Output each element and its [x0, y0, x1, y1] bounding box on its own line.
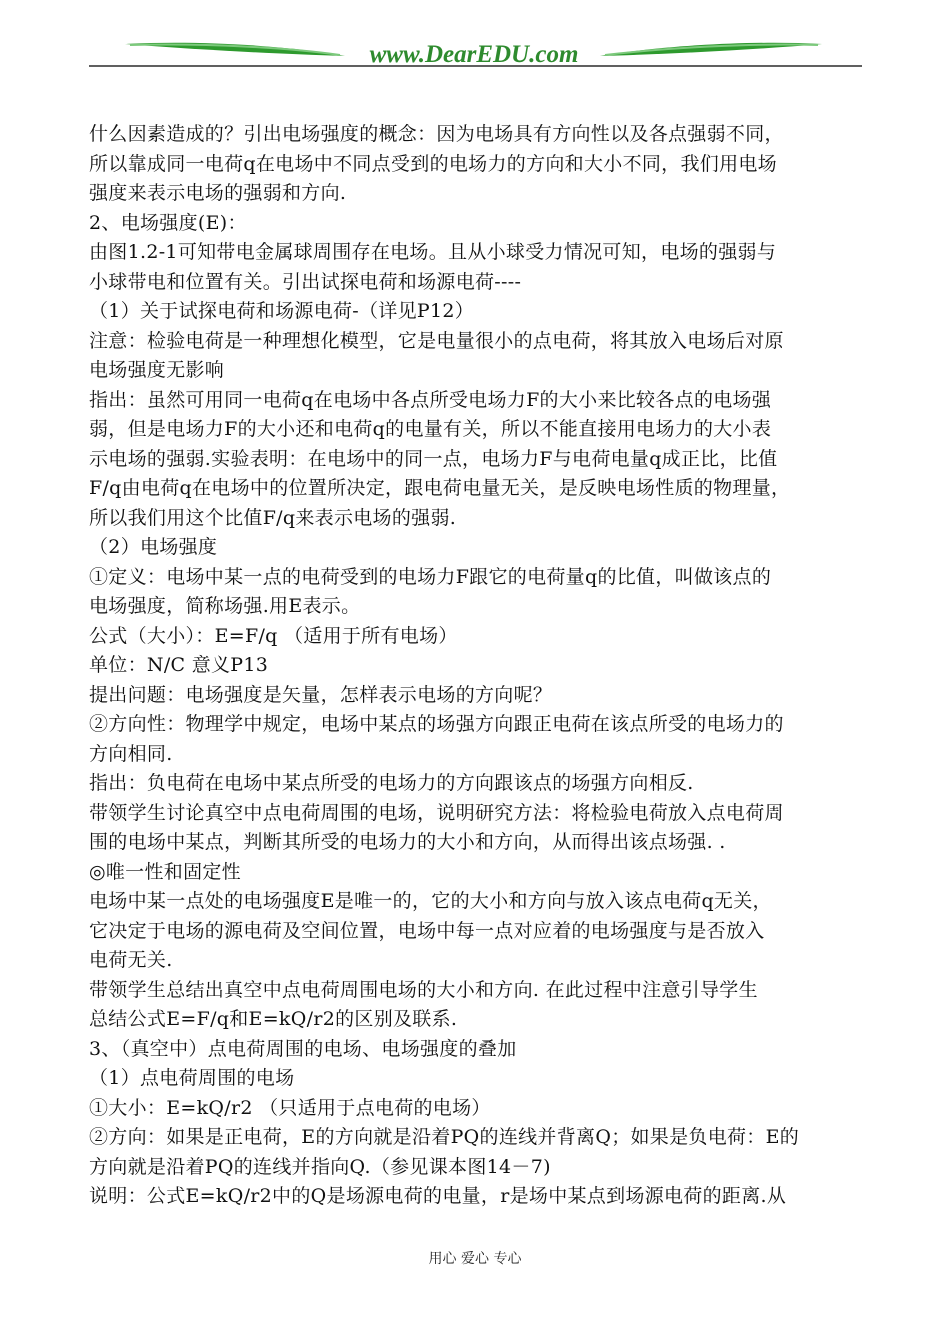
- text-line: （2）电场强度: [89, 536, 218, 558]
- text-line: 电场强度无影响: [89, 359, 225, 381]
- text-line: ①大小：E=kQ/r2 （只适用于点电荷的电场）: [89, 1096, 491, 1119]
- text-line: 注意：检验电荷是一种理想化模型，它是电量很小的点电荷，将其放入电场后对原: [89, 329, 784, 352]
- text-line: 指出：负电荷在电场中某点所受的电场力的方向跟该点的场强方向相反.: [89, 772, 694, 794]
- text-line: 单位：N/C 意义P13: [89, 654, 269, 676]
- text-line: 提出问题：电场强度是矢量，怎样表示电场的方向呢？: [89, 683, 553, 706]
- text-line: 方向相同.: [89, 742, 173, 765]
- header-banner: [0, 0, 950, 80]
- text-line: 总结公式E=F/q和E=kQ/r2的区别及联系.: [89, 1008, 458, 1030]
- text-line: 由图1.2-1可知带电金属球周围存在电场。且从小球受力情况可知，电场的强弱与: [89, 241, 777, 263]
- text-line: 带领学生总结出真空中点电荷周围电场的大小和方向. 在此过程中注意引导学生: [89, 978, 758, 1001]
- text-line: 强度来表示电场的强弱和方向.: [89, 182, 347, 204]
- text-line: F/q由电荷q在电场中的位置所决定，跟电荷电量无关，是反映电场性质的物理量，: [89, 477, 791, 499]
- text-line: 电场中某一点处的电场强度E是唯一的，它的大小和方向与放入该点电荷q无关，: [89, 890, 772, 912]
- text-line: 什么因素造成的？引出电场强度的概念：因为电场具有方向性以及各点强弱不同，: [89, 123, 784, 145]
- text-line: 2、电场强度(E)：: [89, 211, 247, 234]
- text-line: 它决定于电场的源电荷及空间位置，电场中每一点对应着的电场强度与是否放入: [89, 919, 765, 942]
- text-line: （1）点电荷周围的电场: [89, 1067, 295, 1089]
- document-body: [89, 120, 869, 1212]
- logo-text: www.DearEDU.com: [369, 41, 579, 68]
- text-line: 围的电场中某点，判断其所受的电场力的大小和方向，从而得出该点场强. .: [89, 831, 726, 853]
- text-line: 带领学生讨论真空中点电荷周围的电场，说明研究方法：将检验电荷放入点电荷周: [89, 801, 784, 824]
- text-line: 弱，但是电场力F的大小还和电荷q的电量有关，所以不能直接用电场力的大小表: [89, 418, 772, 440]
- page-header: [0, 0, 950, 80]
- text-line: 指出：虽然可用同一电荷q在电场中各点所受电场力F的大小来比较各点的电场强: [89, 388, 772, 411]
- text-line: 小球带电和位置有关。引出试探电荷和场源电荷----: [89, 270, 522, 293]
- text-line: 电荷无关.: [89, 949, 173, 971]
- text-line: ②方向性：物理学中规定，电场中某点的场强方向跟正电荷在该点所受的电场力的: [89, 713, 784, 735]
- text-line: ◎唯一性和固定性: [89, 860, 241, 883]
- text-line: 所以靠成同一电荷q在电场中不同点受到的电场力的方向和大小不同，我们用电场: [89, 152, 777, 175]
- text-line: ①定义：电场中某一点的电荷受到的电场力F跟它的电荷量q的比值，叫做该点的: [89, 565, 772, 588]
- text-line: 所以我们用这个比值F/q来表示电场的强弱.: [89, 506, 457, 529]
- text-line: 说明：公式E=kQ/r2中的Q是场源电荷的电量，r是场中某点到场源电荷的距离.从: [89, 1185, 787, 1207]
- text-line: 公式（大小）：E=F/q （适用于所有电场）: [89, 624, 458, 647]
- page-footer: 用心 爱心 专心: [428, 1251, 522, 1267]
- text-line: 方向就是沿着PQ的连线并指向Q.（参见课本图14－7): [89, 1155, 551, 1178]
- text-line: 电场强度，简称场强.用E表示。: [89, 595, 361, 617]
- text-line: 3、（真空中）点电荷周围的电场、电场强度的叠加: [89, 1037, 517, 1060]
- text-line: 示电场的强弱.实验表明：在电场中的同一点，电场力F与电荷电量q成正比，比值: [89, 447, 778, 470]
- text-line: ②方向：如果是正电荷，E的方向就是沿着PQ的连线并背离Q；如果是负电荷：E的: [89, 1126, 800, 1148]
- text-line: （1）关于试探电荷和场源电荷-（详见P12）: [89, 300, 475, 322]
